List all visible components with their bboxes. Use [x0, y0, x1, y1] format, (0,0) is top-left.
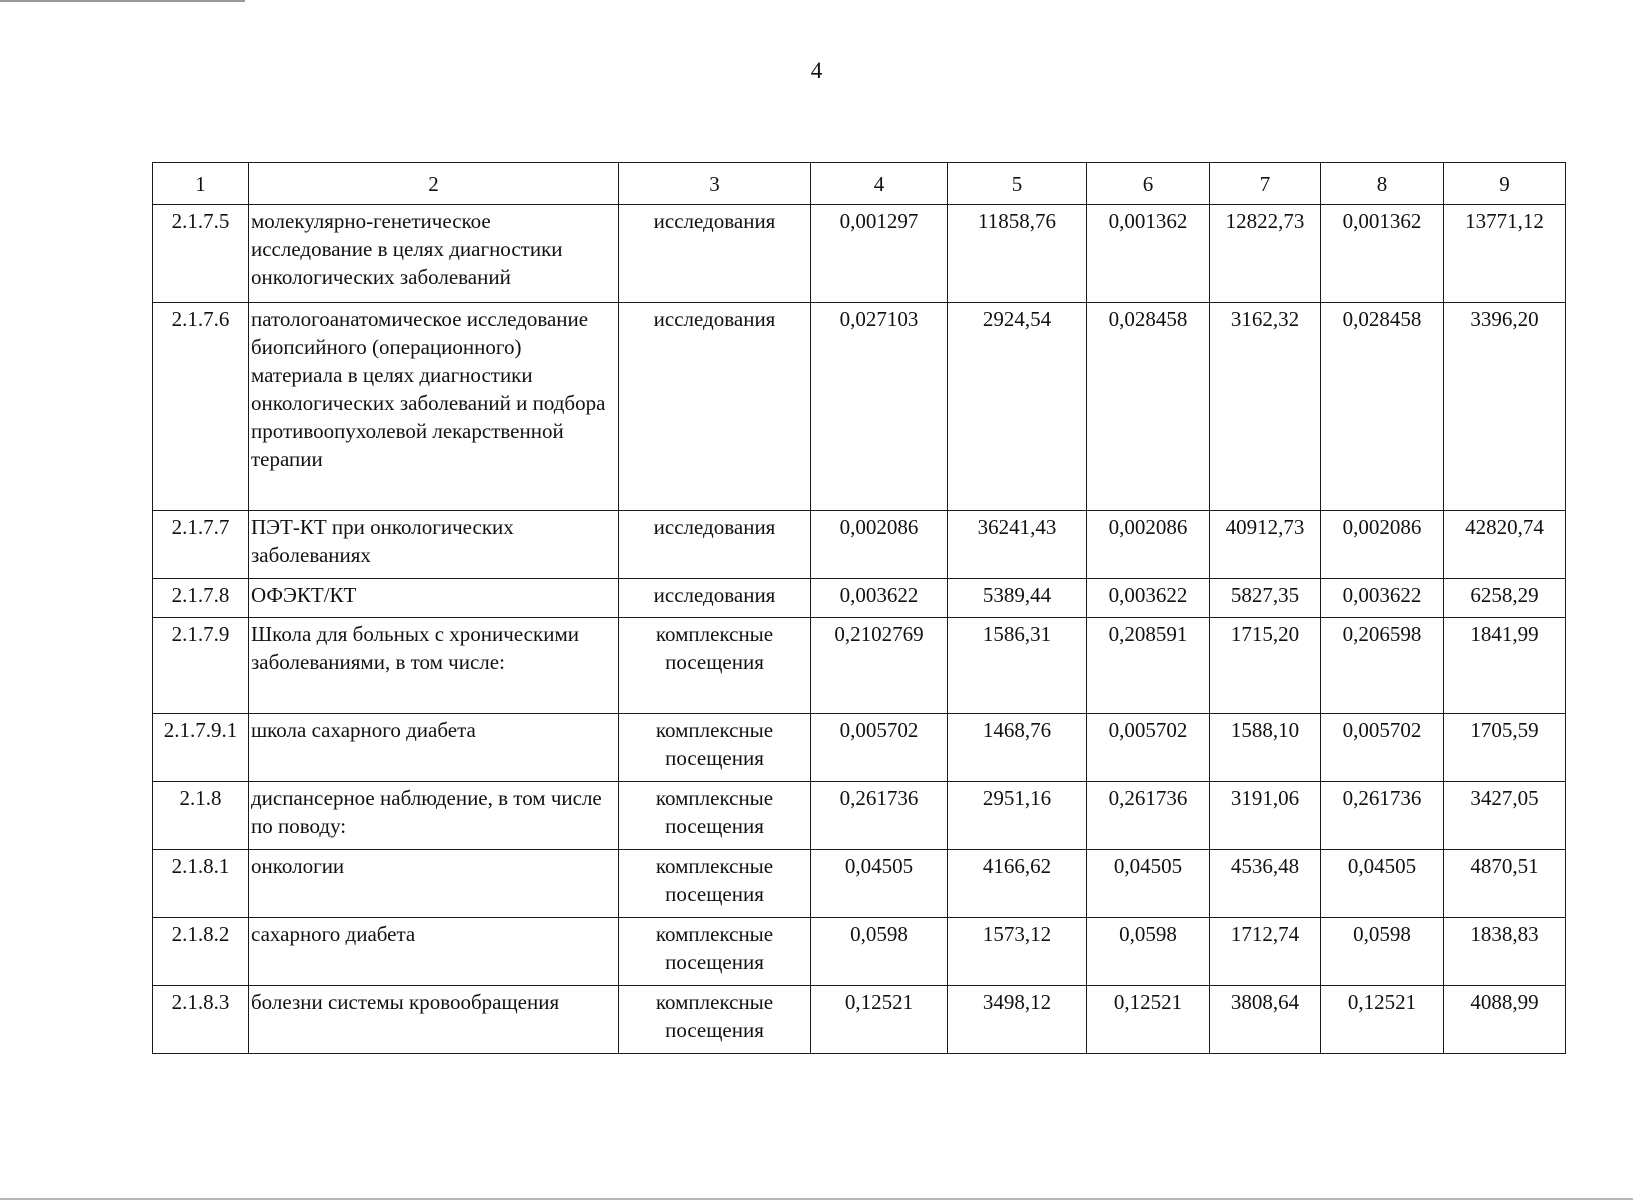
row-code: 2.1.7.8 — [153, 579, 249, 618]
row-value: 0,04505 — [1087, 850, 1210, 918]
row-value: 0,027103 — [811, 303, 948, 511]
row-value: 0,261736 — [1087, 782, 1210, 850]
row-value: 0,005702 — [1321, 714, 1444, 782]
column-header: 8 — [1321, 163, 1444, 205]
row-value: 3498,12 — [948, 986, 1087, 1054]
table-row — [153, 782, 1566, 850]
table-row — [153, 714, 1566, 782]
row-value: 2951,16 — [948, 782, 1087, 850]
row-value: 11858,76 — [948, 205, 1087, 303]
table-row — [153, 511, 1566, 579]
row-value: 13771,12 — [1444, 205, 1566, 303]
row-unit: исследования — [619, 205, 811, 303]
row-value: 0,001362 — [1321, 205, 1444, 303]
row-value: 1705,59 — [1444, 714, 1566, 782]
row-value: 1841,99 — [1444, 618, 1566, 714]
row-value: 0,261736 — [1321, 782, 1444, 850]
row-unit: комплексные посещения — [619, 918, 811, 986]
row-name: ПЭТ-КТ при онкологических заболеваниях — [249, 511, 619, 579]
row-value: 4536,48 — [1210, 850, 1321, 918]
row-value: 0,003622 — [811, 579, 948, 618]
row-name: онкологии — [249, 850, 619, 918]
row-value: 42820,74 — [1444, 511, 1566, 579]
column-header: 4 — [811, 163, 948, 205]
row-value: 5389,44 — [948, 579, 1087, 618]
row-code: 2.1.8 — [153, 782, 249, 850]
column-header: 7 — [1210, 163, 1321, 205]
row-code: 2.1.7.9 — [153, 618, 249, 714]
table-row — [153, 850, 1566, 918]
row-unit: комплексные посещения — [619, 986, 811, 1054]
row-name: молекулярно-генетическое исследование в целях диагностики онкологических заболеваний — [249, 205, 619, 303]
row-value: 0,0598 — [811, 918, 948, 986]
column-header: 6 — [1087, 163, 1210, 205]
row-value: 0,04505 — [811, 850, 948, 918]
row-value: 1573,12 — [948, 918, 1087, 986]
row-value: 0,12521 — [811, 986, 948, 1054]
row-unit: исследования — [619, 511, 811, 579]
row-value: 6258,29 — [1444, 579, 1566, 618]
column-header: 3 — [619, 163, 811, 205]
row-code: 2.1.8.3 — [153, 986, 249, 1054]
row-name: ОФЭКТ/КТ — [249, 579, 619, 618]
table-row — [153, 986, 1566, 1054]
scan-edge-top — [0, 0, 245, 2]
row-value: 0,002086 — [1087, 511, 1210, 579]
row-name: диспансерное наблюдение, в том числе по поводу: — [249, 782, 619, 850]
page-number: 4 — [810, 58, 823, 83]
row-name: болезни системы кровообращения — [249, 986, 619, 1054]
tariff-table — [152, 162, 1566, 1054]
row-value: 12822,73 — [1210, 205, 1321, 303]
row-value: 0,002086 — [1321, 511, 1444, 579]
row-value: 0,028458 — [1087, 303, 1210, 511]
row-value: 1468,76 — [948, 714, 1087, 782]
row-value: 0,261736 — [811, 782, 948, 850]
row-value: 2924,54 — [948, 303, 1087, 511]
column-header: 1 — [153, 163, 249, 205]
column-header: 5 — [948, 163, 1087, 205]
row-value: 0,005702 — [811, 714, 948, 782]
row-name: Школа для больных с хроническими заболеваниями, в том числе: — [249, 618, 619, 714]
row-value: 3808,64 — [1210, 986, 1321, 1054]
row-name: патологоанатомическое исследование биопсийного (операционного) материала в целях диагностики онкологических заболеваний и подбора противоопухолевой лекарственной терапии — [249, 303, 619, 511]
row-value: 0,04505 — [1321, 850, 1444, 918]
row-code: 2.1.7.6 — [153, 303, 249, 511]
row-unit: комплексные посещения — [619, 782, 811, 850]
row-value: 0,001362 — [1087, 205, 1210, 303]
row-value: 5827,35 — [1210, 579, 1321, 618]
row-value: 0,028458 — [1321, 303, 1444, 511]
row-value: 36241,43 — [948, 511, 1087, 579]
row-value: 0,002086 — [811, 511, 948, 579]
row-value: 3427,05 — [1444, 782, 1566, 850]
row-unit: комплексные посещения — [619, 618, 811, 714]
row-code: 2.1.7.5 — [153, 205, 249, 303]
table-row — [153, 918, 1566, 986]
row-value: 0,003622 — [1087, 579, 1210, 618]
row-value: 3191,06 — [1210, 782, 1321, 850]
row-value: 0,2102769 — [811, 618, 948, 714]
row-code: 2.1.8.2 — [153, 918, 249, 986]
row-code: 2.1.7.7 — [153, 511, 249, 579]
header-row — [153, 163, 1566, 205]
row-value: 0,0598 — [1087, 918, 1210, 986]
row-value: 0,003622 — [1321, 579, 1444, 618]
row-value: 1838,83 — [1444, 918, 1566, 986]
row-value: 1712,74 — [1210, 918, 1321, 986]
row-name: школа сахарного диабета — [249, 714, 619, 782]
row-unit: комплексные посещения — [619, 714, 811, 782]
row-value: 40912,73 — [1210, 511, 1321, 579]
row-value: 4870,51 — [1444, 850, 1566, 918]
row-value: 0,206598 — [1321, 618, 1444, 714]
row-name: сахарного диабета — [249, 918, 619, 986]
row-code: 2.1.7.9.1 — [153, 714, 249, 782]
table-row — [153, 618, 1566, 714]
row-value: 3162,32 — [1210, 303, 1321, 511]
row-value: 1715,20 — [1210, 618, 1321, 714]
row-unit: исследования — [619, 303, 811, 511]
row-value: 0,0598 — [1321, 918, 1444, 986]
column-header: 2 — [249, 163, 619, 205]
row-value: 0,208591 — [1087, 618, 1210, 714]
row-code: 2.1.8.1 — [153, 850, 249, 918]
row-value: 3396,20 — [1444, 303, 1566, 511]
row-value: 0,12521 — [1087, 986, 1210, 1054]
row-value: 1588,10 — [1210, 714, 1321, 782]
table-row — [153, 579, 1566, 618]
row-value: 1586,31 — [948, 618, 1087, 714]
row-value: 0,005702 — [1087, 714, 1210, 782]
table-row — [153, 205, 1566, 303]
row-value: 4088,99 — [1444, 986, 1566, 1054]
column-header: 9 — [1444, 163, 1566, 205]
row-value: 0,001297 — [811, 205, 948, 303]
row-value: 4166,62 — [948, 850, 1087, 918]
row-unit: исследования — [619, 579, 811, 618]
table-row — [153, 303, 1566, 511]
row-value: 0,12521 — [1321, 986, 1444, 1054]
row-unit: комплексные посещения — [619, 850, 811, 918]
